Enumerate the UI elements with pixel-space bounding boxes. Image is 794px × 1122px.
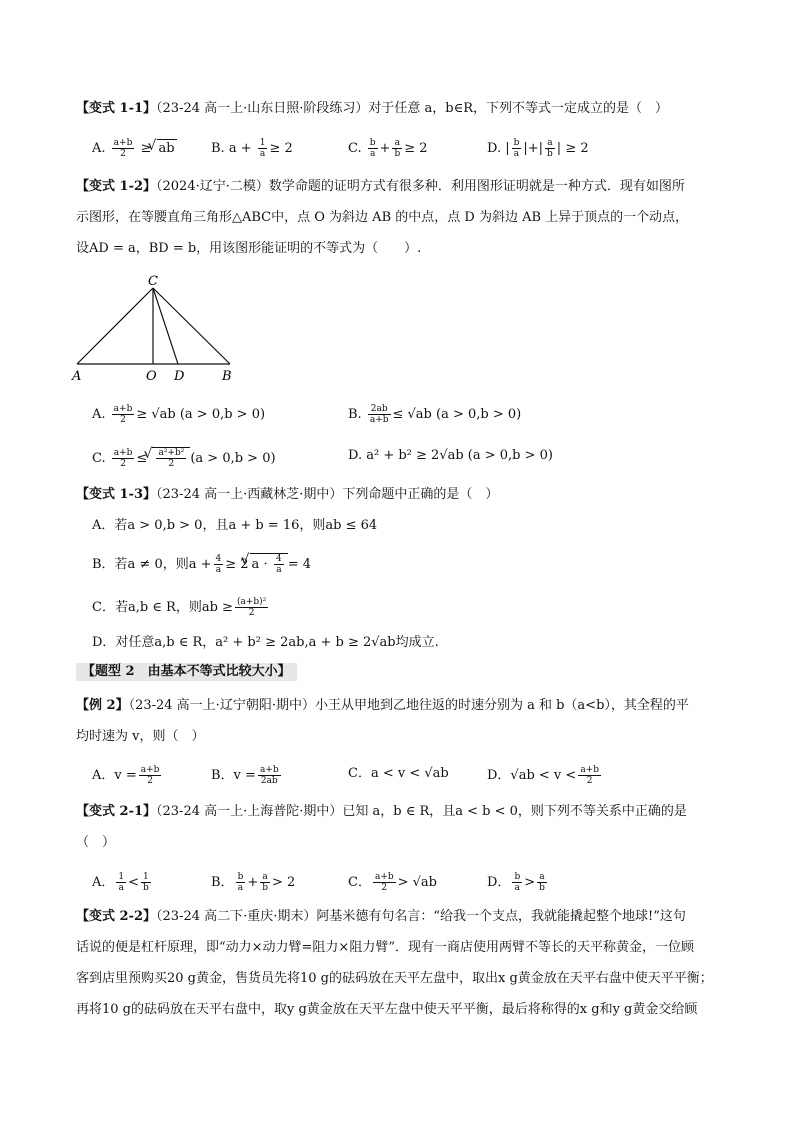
label-o: O: [146, 369, 157, 384]
variant-1-1-stem: 【变式 1-1】（23-24 高一上·山东日照·阶段练习）对于任意 a，b∈R，下列不等式一定成立的是（ ）: [76, 101, 669, 116]
variant-2-2-line1: 【变式 2-2】（23-24 高二下·重庆·期末）阿基米德有句名言：“给我一个支点，我就能撬起整个地球!”这句: [76, 909, 686, 924]
example-2-line2: 均时速为 v，则（ ）: [76, 729, 205, 744]
option-b: B. a + $\frac{1}{a}$ ≥ 2: [211, 138, 293, 159]
label-c: C: [148, 274, 158, 289]
variant-1-2-line3: 设AD = a，BD = b，用该图形能证明的不等式为（ ）.: [76, 241, 422, 256]
v21-option-b: B． $\frac{b}{a}$ + $\frac{a}{b}$ > 2: [211, 872, 296, 893]
v12-option-d: D. a² + b² ≥ 2√ab (a > 0,b > 0): [348, 448, 554, 463]
variant-1-3-stem: 【变式 1-3】（23-24 高一上·西藏林芝·期中）下列命题中正确的是（ ）: [76, 487, 499, 502]
section-title: 【题型 2 由基本不等式比较大小】: [76, 663, 297, 681]
v13-option-a: A．若a > 0,b > 0，且a + b = 16，则ab ≤ 64: [92, 518, 378, 533]
v12-option-b: B. $\frac{2ab}{a+b}$ ≤ √ab (a > 0,b > 0): [348, 404, 522, 425]
v21-option-a: A． $\frac{1}{a}$ < $\frac{1}{b}$: [92, 872, 149, 893]
option-d: D. | $\frac{b}{a}$ |+| $\frac{a}{b}$ | ≥ 2: [487, 138, 589, 159]
variant-tag: 【变式 1-1】: [76, 101, 157, 116]
label-b: B: [222, 369, 232, 384]
v13-option-b: B．若a ≠ 0，则a + $\frac{4}{a}$ ≥ 2√ a ⋅ $\frac{4}{a}$ = 4: [92, 553, 311, 575]
option-a: A. $\frac{a+b}{2}$ ≥ √ ab: [92, 138, 177, 159]
variant-1-2-line2: 示图形，在等腰直角三角形△ABC中，点 O 为斜边 AB 的中点，点 D 为斜边 AB 上异于顶点的一个动点，: [76, 210, 689, 225]
variant-2-2-line2: 话说的便是杠杆原理，即“动力×动力臂=阻力×阻力臂”．现有一商店使用两臂不等长的天平称黄金，一位顾: [76, 940, 694, 955]
variant-2-1-line2: （ ）: [76, 835, 116, 850]
variant-2-2-line3: 客到店里预购买20 g黄金，售货员先将10 g的砝码放在天平左盘中，取出x g黄金放在天平右盘中使天平平衡；: [76, 971, 713, 986]
ex2-option-c: C．a < v < √ab: [348, 766, 449, 781]
label-a: A: [72, 369, 82, 384]
variant-2-1-line1: 【变式 2-1】（23-24 高一上·上海普陀·期中）已知 a，b ∈ R，且a < b < 0，则下列不等关系中正确的是: [76, 804, 687, 819]
ex2-option-b: B．v = $\frac{a+b}{2ab}$: [211, 765, 279, 786]
ex2-option-a: A．v = $\frac{a+b}{2}$: [92, 765, 160, 786]
variant-2-2-line4: 再将10 g的砝码放在天平右盘中，取y g黄金放在天平左盘中使天平平衡，最后将称得的x g和y g黄金交给顾: [76, 1002, 698, 1017]
variant-1-2-line1: 【变式 1-2】（2024·辽宁·二模）数学命题的证明方式有很多种．利用图形证明就是一种方式．现有如图所: [76, 179, 685, 194]
v12-option-a: A. $\frac{a+b}{2}$ ≥ √ab (a > 0,b > 0): [92, 404, 266, 425]
ex2-option-d: D．√ab < v < $\frac{a+b}{2}$: [487, 765, 599, 786]
v21-option-d: D． $\frac{b}{a}$ > $\frac{a}{b}$: [487, 872, 545, 893]
label-d: D: [174, 369, 185, 384]
v13-option-c: C．若a,b ∈ R，则ab ≥ $\frac{\text{(a+b)²}}{2}$: [92, 597, 267, 618]
v12-option-c: C. $\frac{a+b}{2}$ ≤ √ $\frac{\text{a²+b²}}{2}$ (a > 0,b > 0): [92, 447, 276, 469]
v21-option-c: C． $\frac{a+b}{2}$ > √ab: [348, 872, 438, 893]
example-2-line1: 【例 2】（23-24 高一上·辽宁朝阳·期中）小王从甲地到乙地往返的时速分别为 a 和 b（a<b），其全程的平: [76, 698, 689, 713]
option-c: C. $\frac{b}{a}$ + $\frac{a}{b}$ ≥ 2: [348, 138, 428, 159]
v13-option-d: D．对任意a,b ∈ R，a² + b² ≥ 2ab,a + b ≥ 2√ab均成立.: [92, 635, 439, 650]
